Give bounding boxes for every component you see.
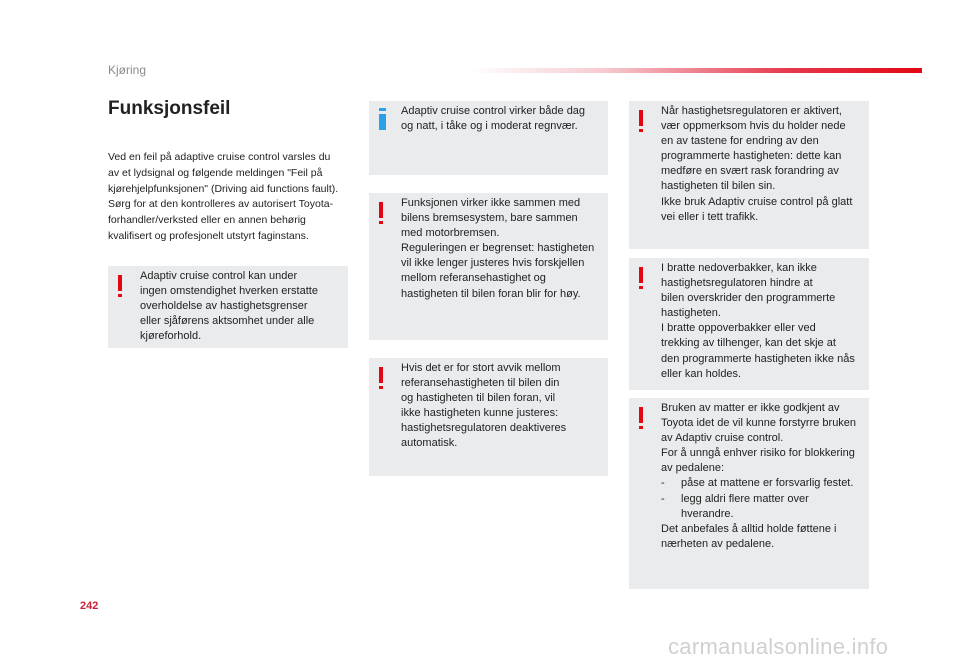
text-line: overholdelse av hastighetsgrenser <box>140 300 308 313</box>
text-line: bilens bremsesystem, bare sammen <box>401 212 578 225</box>
text-line: I bratte nedoverbakker, kan ikke <box>661 262 817 274</box>
text-line: bilen overskrider den programmerte <box>661 292 836 305</box>
text-line: programmerte hastigheten: dette kan <box>661 150 842 163</box>
info-icon <box>379 108 386 130</box>
text-line: Toyota idet de vil kunne forstyrre bruken <box>661 417 857 430</box>
text-line: vil ikke lenger justeres hvis forskjellen <box>401 257 585 270</box>
warning-box-slopes <box>629 258 869 390</box>
text-line: av et lydsignal og følgende meldingen "Feil på <box>108 166 323 179</box>
text-line: den programmerte hastigheten ikke nås <box>661 352 855 365</box>
text-line: Ikke bruk Adaptiv cruise control på glatt <box>661 195 853 208</box>
text-line: av Adaptiv cruise control. <box>661 432 784 445</box>
text-line: I bratte oppoverbakker eller ved <box>661 322 816 335</box>
text-line: Reguleringen er begrenset: hastigheten <box>401 242 595 255</box>
warning-box-braking <box>369 193 608 340</box>
text-line: Funksjonen virker ikke sammen med <box>401 197 581 209</box>
list-dash: - <box>661 492 665 505</box>
text-line: og natt, i tåke og i moderat regnvær. <box>401 120 578 133</box>
text-line: medføre en svært rask forandring av <box>661 165 839 178</box>
text-line: Når hastighetsregulatoren er aktivert, <box>661 105 842 117</box>
intro-paragraph <box>108 150 348 245</box>
text-line: vær oppmerksom hvis du holder nede <box>661 120 846 133</box>
text-line: Hvis det er for stort avvik mellom <box>401 362 561 374</box>
text-line: mellom referansehastighet og <box>401 272 546 285</box>
text-line: Adaptiv cruise control virker både dag <box>401 105 586 117</box>
page-number: 242 <box>80 600 99 612</box>
text-line: Ved en feil på adaptive cruise control varsles du <box>108 151 331 163</box>
text-line: vei eller i tett trafikk. <box>661 210 759 223</box>
text-line: hastighetsregulatoren hindre at <box>661 277 813 290</box>
text-line: Bruken av matter er ikke godkjent av <box>661 402 840 414</box>
list-item <box>661 492 863 522</box>
text-line: automatisk. <box>401 437 458 450</box>
warning-exclamation-icon <box>118 275 122 291</box>
warning-box-driver-responsibility <box>108 266 348 348</box>
header-gradient-bar <box>470 68 922 73</box>
warning-exclamation-icon <box>379 202 383 218</box>
text-line: kjørehjelpfunksjonen" (Driving aid functions fault). <box>108 182 339 195</box>
text-line: av pedalene: <box>661 462 724 475</box>
text-line: hastigheten til bilen sin. <box>661 180 776 193</box>
warning-exclamation-icon <box>639 110 643 126</box>
text-line: eller sjåførens aktsomhet under alle <box>140 315 315 328</box>
text-line: og hastigheten til bilen foran, vil <box>401 392 556 405</box>
text-line: kjøreforhold. <box>140 330 202 343</box>
warning-box-speed-keys <box>629 101 869 249</box>
text-line: ikke hastigheten kunne justeres: <box>401 407 559 420</box>
list-item-text: påse at mattene er forsvarlig festet. <box>681 477 854 490</box>
text-line: ingen omstendighet hverken erstatte <box>140 285 318 298</box>
text-line: hastighetsregulatoren deaktiveres <box>401 422 567 435</box>
warning-box-deactivation <box>369 358 608 476</box>
warning-exclamation-icon <box>639 407 643 423</box>
text-line: en av tastene for endring av den <box>661 135 819 148</box>
watermark: carmanualsonline.info <box>668 634 889 659</box>
text-line: Det anbefales å alltid holde føttene i <box>661 522 837 535</box>
section-label: Kjøring <box>108 63 147 77</box>
warning-box-floor-mats <box>629 398 869 589</box>
text-line: hverandre. <box>681 507 734 520</box>
list-dash: - <box>661 477 665 490</box>
text-line: trekking av tilhenger, kan det skje at <box>661 337 836 350</box>
text-line: kvalifisert og profesjonelt utstyrt faginstans. <box>108 229 309 242</box>
text-line: eller kan holdes. <box>661 367 742 380</box>
text-line: legg aldri flere matter over <box>681 492 809 505</box>
text-line: med motorbremsen. <box>401 227 500 240</box>
page-title: Funksjonsfeil <box>108 98 231 119</box>
text-line: forhandler/verksted eller en annen behørig <box>108 214 306 227</box>
text-line: Adaptiv cruise control kan under <box>140 270 298 282</box>
warning-exclamation-icon <box>639 267 643 283</box>
list-item-text <box>681 492 809 522</box>
text-line: hastigheten til bilen foran blir for høy. <box>401 287 581 300</box>
text-line: referansehastigheten til bilen din <box>401 377 560 390</box>
list-item <box>661 476 863 491</box>
text-line: Sørg for at den kontrolleres av autorisert Toyota- <box>108 198 334 211</box>
info-box-conditions <box>369 101 608 175</box>
text-line: nærheten av pedalene. <box>661 537 775 550</box>
warning-exclamation-icon <box>379 367 383 383</box>
text-line: For å unngå enhver risiko for blokkering <box>661 447 855 460</box>
text-line: hastigheten. <box>661 307 721 320</box>
